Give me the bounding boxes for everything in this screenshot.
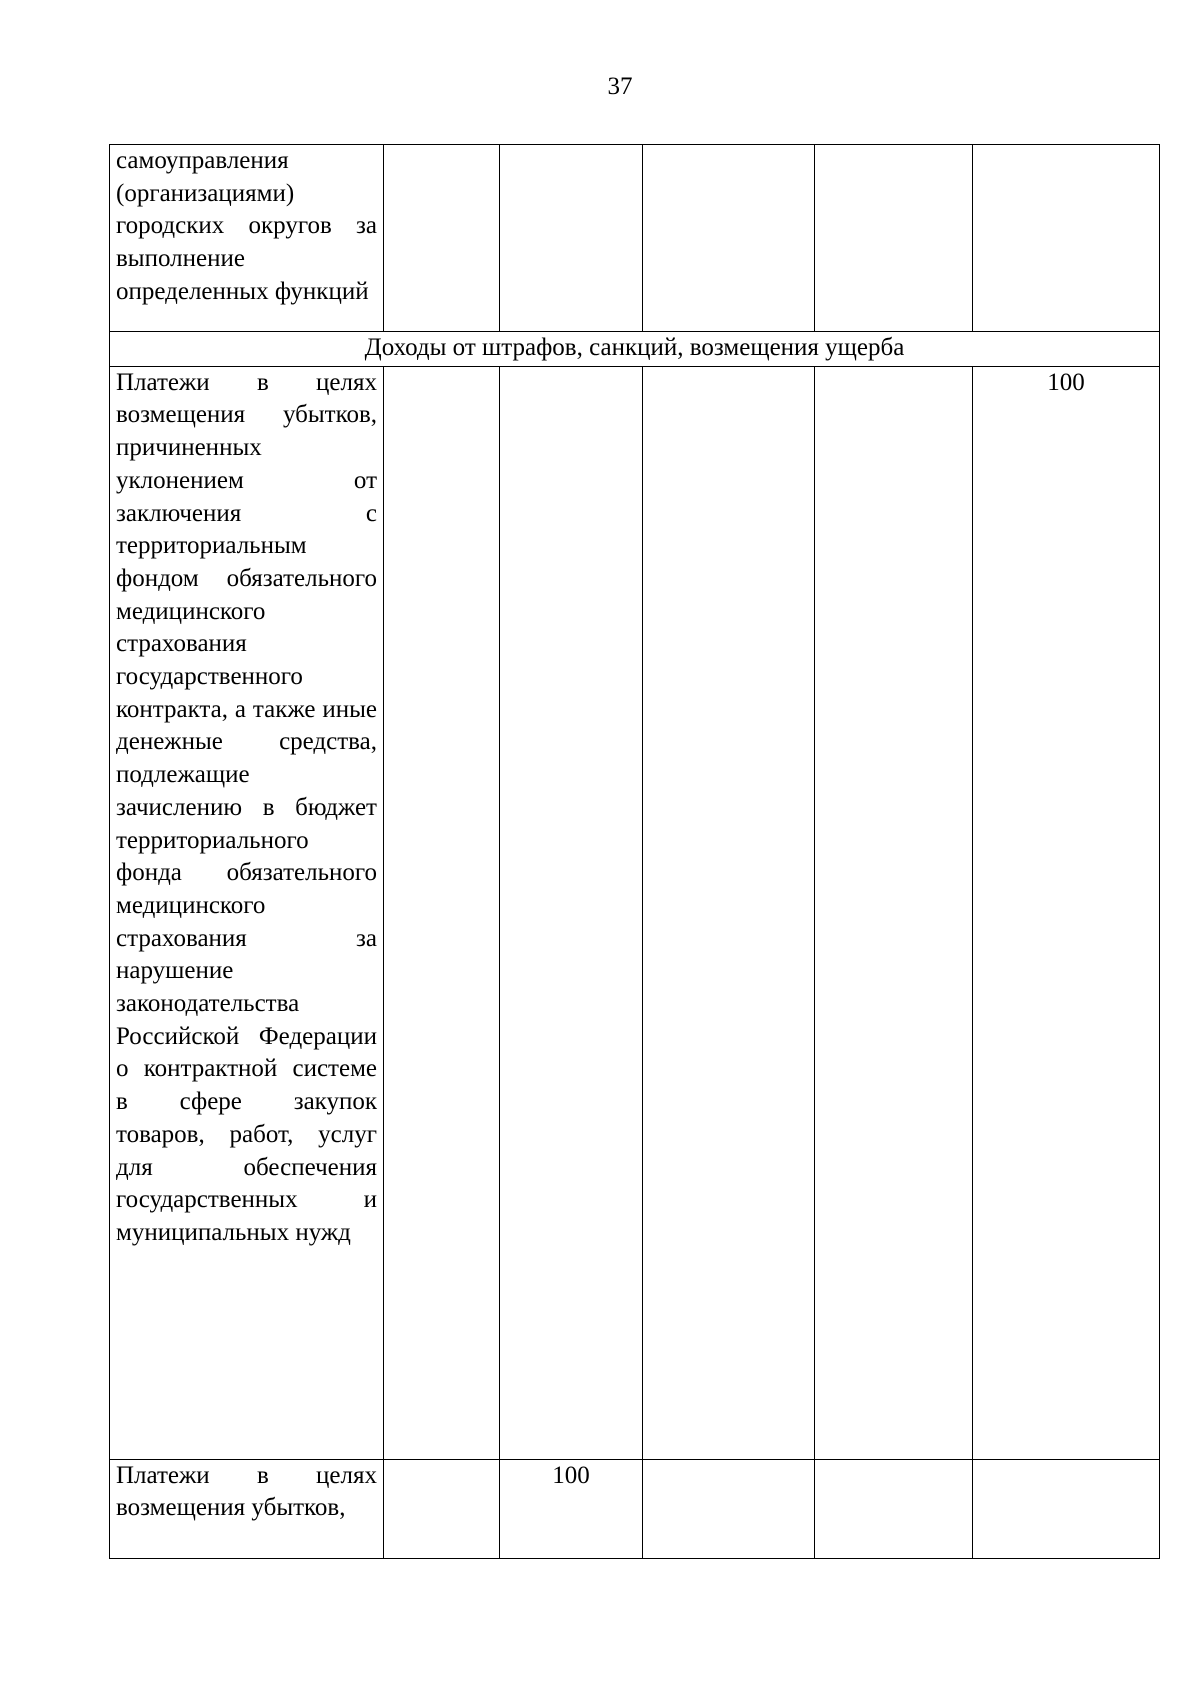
value-cell [973, 1459, 1160, 1558]
revenue-description-cell: Платежи в целях возмещения убытков, [110, 1459, 384, 1558]
revenue-description-cell: Платежи в целях возмещения убытков, причиненных уклонением от заключения с территориальным фондом обязательного медицинского страхования государственного контракта, а также иные денежные средства, подлежащие зачислению в бюджет территориального фонда обязательного медицинского страхования за нарушение законодательства Российской Федерации о контрактной системе в сфере закупок товаров, работ, услуг для обеспечения государственных и муниципальных нужд [110, 366, 384, 1459]
table-row [110, 366, 1160, 1459]
section-header-row [110, 332, 1160, 367]
section-title: Доходы от штрафов, санкций, возмещения ущерба [110, 332, 1160, 367]
table-row [110, 145, 1160, 332]
table-row [110, 1459, 1160, 1558]
revenue-description-cell: самоуправления (организациями) городских округов за выполнение определенных функций [110, 145, 384, 332]
page-number: 37 [607, 73, 633, 100]
value-cell [384, 366, 500, 1459]
value-cell [500, 145, 643, 332]
value-cell [973, 145, 1160, 332]
value-cell [384, 1459, 500, 1558]
value-cell [500, 366, 643, 1459]
value-cell [815, 366, 973, 1459]
value-cell [384, 145, 500, 332]
revenue-distribution-table [109, 144, 1160, 1559]
value-cell [815, 145, 973, 332]
value-cell: 100 [500, 1459, 643, 1558]
value-cell [643, 366, 815, 1459]
value-cell [815, 1459, 973, 1558]
value-cell [643, 145, 815, 332]
value-cell: 100 [973, 366, 1160, 1459]
value-cell [643, 1459, 815, 1558]
